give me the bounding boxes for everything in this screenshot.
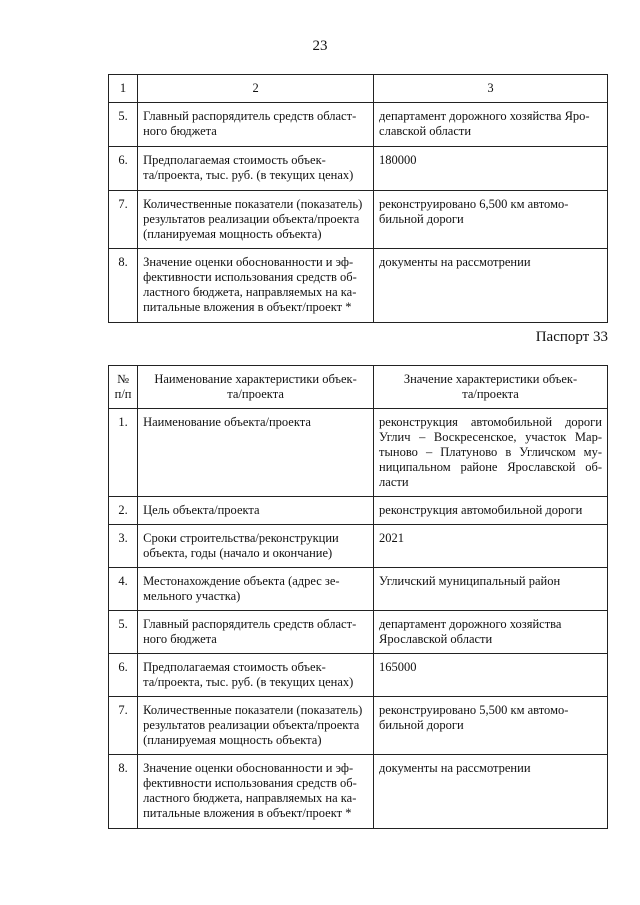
characteristic-name: Предполагаемая стоимость объек- та/проекта, тыс. руб. (в текущих ценах) [138,147,374,191]
characteristic-name: Значение оценки обоснованности и эф- фективности использования средств об- ластного бюджета, направляемых на ка- питальные вложения в объект/проект * [138,249,374,323]
table-row [109,611,608,654]
row-number: 5. [109,103,138,147]
characteristic-name: Наименование объекта/проекта [138,409,374,497]
table-row [109,497,608,525]
characteristic-name: Местонахождение объекта (адрес зе- мельного участка) [138,568,374,611]
characteristic-value: 180000 [374,147,608,191]
characteristic-value: Угличский муниципальный район [374,568,608,611]
characteristic-value: реконструкция автомобильной дороги Углич – Воскресенское, участок Мар-тыново – Платуново в Угличском му-ниципальном районе Ярославской об-ласти [374,409,608,497]
table-row [109,697,608,755]
table-row [109,755,608,829]
passport-table-continued [108,74,608,323]
header-col-3: 3 [374,75,608,103]
characteristic-name: Предполагаемая стоимость объек- та/проекта, тыс. руб. (в текущих ценах) [138,654,374,697]
header-col-value: Значение характеристики объек- та/проекта [374,366,608,409]
row-number: 1. [109,409,138,497]
characteristic-name: Цель объекта/проекта [138,497,374,525]
table-row [109,147,608,191]
row-number: 3. [109,525,138,568]
table-row [109,568,608,611]
row-number: 5. [109,611,138,654]
header-col-number: № п/п [109,366,138,409]
characteristic-value: документы на рассмотрении [374,755,608,829]
row-number: 7. [109,191,138,249]
header-col-name: Наименование характеристики объек- та/проекта [138,366,374,409]
characteristic-value: департамент дорожного хозяйства Яро- славской области [374,103,608,147]
table-row [109,249,608,323]
characteristic-value: реконструкция автомобильной дороги [374,497,608,525]
characteristic-value: 2021 [374,525,608,568]
characteristic-name: Сроки строительства/реконструкции объекта, годы (начало и окончание) [138,525,374,568]
row-number: 8. [109,755,138,829]
header-col-2: 2 [138,75,374,103]
table-header-row [109,366,608,409]
characteristic-value: реконструировано 6,500 км автомо- бильной дороги [374,191,608,249]
row-number: 6. [109,147,138,191]
table-header-row [109,75,608,103]
page-number: 23 [312,38,328,54]
characteristic-value: реконструировано 5,500 км автомо- бильной дороги [374,697,608,755]
characteristic-name: Количественные показатели (показатель) результатов реализации объекта/проекта (планируемая мощность объекта) [138,697,374,755]
row-number: 4. [109,568,138,611]
characteristic-name: Значение оценки обоснованности и эф- фективности использования средств об- ластного бюджета, направляемых на ка- питальные вложения в объект/проект * [138,755,374,829]
row-number: 2. [109,497,138,525]
characteristic-name: Количественные показатели (показатель) результатов реализации объекта/проекта (планируемая мощность объекта) [138,191,374,249]
table-row [109,654,608,697]
row-number: 6. [109,654,138,697]
row-number: 8. [109,249,138,323]
passport-table [108,365,608,829]
characteristic-value: документы на рассмотрении [374,249,608,323]
row-number: 7. [109,697,138,755]
characteristic-value: департамент дорожного хозяйства Ярославской области [374,611,608,654]
characteristic-name: Главный распорядитель средств област- ного бюджета [138,611,374,654]
table-row [109,525,608,568]
passport-title: Паспорт 33 [535,329,608,345]
characteristic-name: Главный распорядитель средств област- ного бюджета [138,103,374,147]
table-row [109,191,608,249]
header-col-1: 1 [109,75,138,103]
table-row [109,409,608,497]
characteristic-value: 165000 [374,654,608,697]
table-row [109,103,608,147]
